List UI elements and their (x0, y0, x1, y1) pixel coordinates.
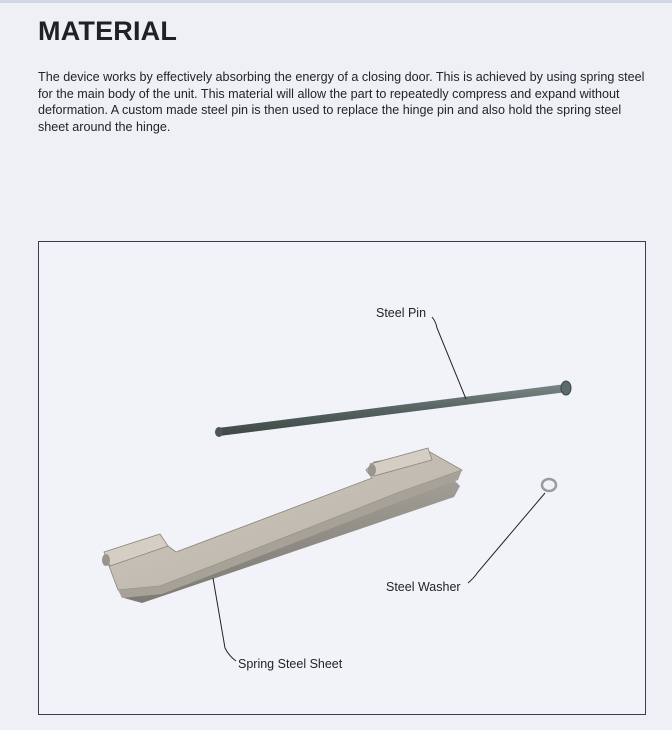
leader-line-sheet (213, 578, 236, 661)
label-steel-washer: Steel Washer (386, 580, 461, 594)
description-paragraph: The device works by effectively absorbing the energy of a closing door. This is achieved by using spring steel for the main body of the unit. This material will allow the part to repeatedly compress and expand without deformation. A custom made steel pin is then used to replace the hinge pin and also hold the spring steel sheet around the hinge. (38, 70, 645, 134)
page-title: MATERIAL (38, 16, 178, 46)
leader-line-washer (468, 493, 545, 583)
label-spring-steel-sheet: Spring Steel Sheet (238, 657, 343, 671)
steel-washer (542, 479, 556, 491)
steel-pin (215, 381, 571, 437)
label-steel-pin: Steel Pin (376, 306, 427, 320)
leader-line-pin (432, 317, 466, 399)
